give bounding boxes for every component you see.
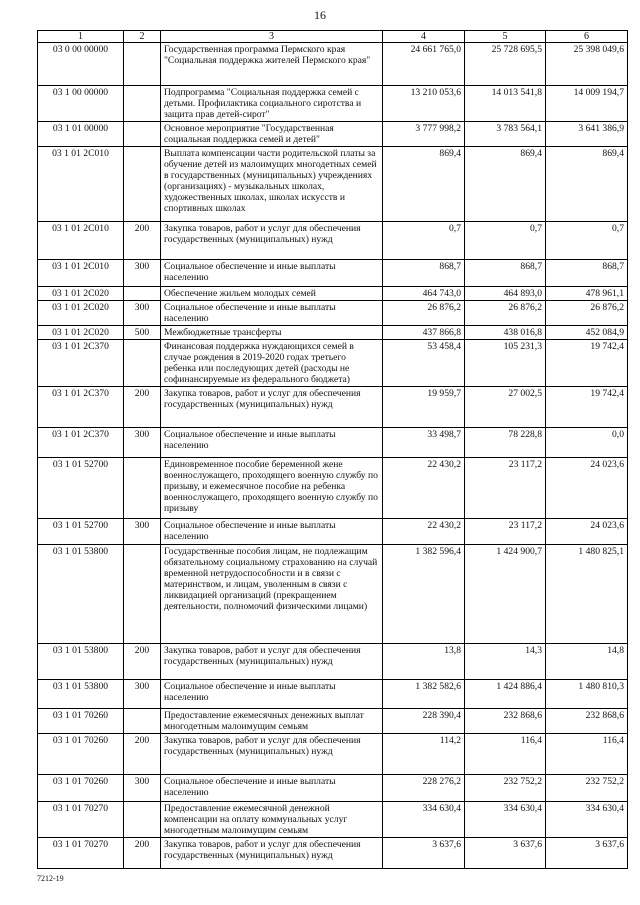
expense-type-cell: 200 (124, 222, 161, 260)
table-row (38, 458, 628, 519)
amount-col4-cell: 3 637,6 (383, 838, 465, 869)
expense-type-cell: 300 (124, 519, 161, 545)
expense-type-cell: 300 (124, 260, 161, 287)
target-code-cell: 03 1 01 70260 (38, 734, 124, 775)
amount-col4-cell: 22 430,2 (383, 519, 465, 545)
target-code-cell: 03 1 01 2С010 (38, 222, 124, 260)
amount-col5-cell: 0,7 (465, 222, 546, 260)
amount-col5-cell: 438 016,8 (465, 326, 546, 340)
amount-col4-cell: 13 210 053,6 (383, 86, 465, 122)
target-code-cell: 03 1 01 70270 (38, 838, 124, 869)
amount-col4-cell: 334 630,4 (383, 802, 465, 838)
table-row (38, 838, 628, 869)
amount-col4-cell: 1 382 582,6 (383, 680, 465, 709)
target-code-cell: 03 1 01 2С020 (38, 301, 124, 326)
amount-col5-cell: 14 013 541,8 (465, 86, 546, 122)
amount-col5-cell: 232 868,6 (465, 709, 546, 734)
table-header-row (38, 31, 628, 43)
amount-col6-cell: 0,0 (546, 428, 628, 458)
amount-col6-cell: 1 480 825,1 (546, 545, 628, 644)
expense-type-cell: 300 (124, 775, 161, 802)
item-name-cell: Социальное обеспечение и иные выплаты населению (161, 428, 383, 458)
amount-col6-cell: 232 752,2 (546, 775, 628, 802)
item-name-cell: Социальное обеспечение и иные выплаты населению (161, 775, 383, 802)
column-header: 2 (124, 31, 161, 43)
amount-col5-cell: 232 752,2 (465, 775, 546, 802)
expense-type-cell (124, 122, 161, 147)
column-header: 4 (383, 31, 465, 43)
target-code-cell: 03 1 01 2С370 (38, 387, 124, 428)
expense-type-cell: 200 (124, 644, 161, 680)
amount-col6-cell: 869,4 (546, 147, 628, 222)
item-name-cell: Выплата компенсации части родительской платы за обучение детей из малоимущих многодетных семей в государственных (муниципальных) учреждениях (организациях) - музыкальных школах, художественных школах, школах искусств и спортивных школах (161, 147, 383, 222)
amount-col6-cell: 25 398 049,6 (546, 43, 628, 86)
amount-col5-cell: 3 637,6 (465, 838, 546, 869)
expense-type-cell (124, 86, 161, 122)
amount-col4-cell: 53 458,4 (383, 340, 465, 387)
item-name-cell: Социальное обеспечение и иные выплаты населению (161, 519, 383, 545)
amount-col6-cell: 0,7 (546, 222, 628, 260)
budget-table (37, 30, 628, 869)
item-name-cell: Основное мероприятие "Государственная социальная поддержка семей и детей" (161, 122, 383, 147)
amount-col4-cell: 464 743,0 (383, 287, 465, 301)
amount-col5-cell: 23 117,2 (465, 458, 546, 519)
amount-col4-cell: 868,7 (383, 260, 465, 287)
item-name-cell: Закупка товаров, работ и услуг для обеспечения государственных (муниципальных) нужд (161, 644, 383, 680)
table-row (38, 734, 628, 775)
item-name-cell: Закупка товаров, работ и услуг для обеспечения государственных (муниципальных) нужд (161, 734, 383, 775)
expense-type-cell (124, 458, 161, 519)
column-header: 5 (465, 31, 546, 43)
expense-type-cell: 500 (124, 326, 161, 340)
table-row (38, 644, 628, 680)
amount-col4-cell: 0,7 (383, 222, 465, 260)
amount-col6-cell: 24 023,6 (546, 458, 628, 519)
item-name-cell: Межбюджетные трансферты (161, 326, 383, 340)
amount-col6-cell: 1 480 810,3 (546, 680, 628, 709)
table-row (38, 222, 628, 260)
table-row (38, 340, 628, 387)
amount-col4-cell: 26 876,2 (383, 301, 465, 326)
item-name-cell: Государственная программа Пермского края "Социальная поддержка жителей Пермского края" (161, 43, 383, 86)
table-row (38, 287, 628, 301)
item-name-cell: Подпрограмма "Социальная поддержка семей с детьми. Профилактика социального сиротства и защита прав детей-сирот" (161, 86, 383, 122)
amount-col5-cell: 23 117,2 (465, 519, 546, 545)
amount-col5-cell: 334 630,4 (465, 802, 546, 838)
target-code-cell: 03 1 01 70260 (38, 775, 124, 802)
expense-type-cell: 300 (124, 680, 161, 709)
target-code-cell: 03 1 01 2С020 (38, 287, 124, 301)
amount-col4-cell: 437 866,8 (383, 326, 465, 340)
table-row (38, 387, 628, 428)
target-code-cell: 03 1 01 52700 (38, 519, 124, 545)
table-row (38, 301, 628, 326)
item-name-cell: Обеспечение жильем молодых семей (161, 287, 383, 301)
expense-type-cell (124, 340, 161, 387)
target-code-cell: 03 1 01 2С010 (38, 260, 124, 287)
amount-col4-cell: 22 430,2 (383, 458, 465, 519)
target-code-cell: 03 1 01 52700 (38, 458, 124, 519)
document-code: 7212-19 (37, 874, 64, 883)
amount-col6-cell: 478 961,1 (546, 287, 628, 301)
amount-col6-cell: 19 742,4 (546, 340, 628, 387)
table-row (38, 680, 628, 709)
target-code-cell: 03 1 01 53800 (38, 644, 124, 680)
column-header: 1 (38, 31, 124, 43)
target-code-cell: 03 1 01 2С010 (38, 147, 124, 222)
expense-type-cell (124, 802, 161, 838)
amount-col4-cell: 13,8 (383, 644, 465, 680)
amount-col5-cell: 868,7 (465, 260, 546, 287)
amount-col6-cell: 14,8 (546, 644, 628, 680)
item-name-cell: Закупка товаров, работ и услуг для обеспечения государственных (муниципальных) нужд (161, 387, 383, 428)
amount-col5-cell: 464 893,0 (465, 287, 546, 301)
amount-col5-cell: 105 231,3 (465, 340, 546, 387)
amount-col4-cell: 24 661 765,0 (383, 43, 465, 86)
table-row (38, 709, 628, 734)
target-code-cell: 03 1 01 2С370 (38, 340, 124, 387)
table-row (38, 147, 628, 222)
amount-col5-cell: 116,4 (465, 734, 546, 775)
amount-col6-cell: 334 630,4 (546, 802, 628, 838)
amount-col5-cell: 25 728 695,5 (465, 43, 546, 86)
table-row (38, 86, 628, 122)
target-code-cell: 03 1 01 00000 (38, 122, 124, 147)
amount-col6-cell: 868,7 (546, 260, 628, 287)
item-name-cell: Государственные пособия лицам, не подлежащим обязательному социальному страхованию на случай временной нетрудоспособности и в связи с материнством, и лицам, уволенным в связи с ликвидацией организаций (прекращением деятельности, полномочий физическими лицами) (161, 545, 383, 644)
expense-type-cell: 200 (124, 734, 161, 775)
amount-col4-cell: 228 276,2 (383, 775, 465, 802)
amount-col4-cell: 869,4 (383, 147, 465, 222)
item-name-cell: Социальное обеспечение и иные выплаты населению (161, 680, 383, 709)
expense-type-cell (124, 709, 161, 734)
amount-col6-cell: 232 868,6 (546, 709, 628, 734)
expense-type-cell: 200 (124, 387, 161, 428)
amount-col4-cell: 3 777 998,2 (383, 122, 465, 147)
amount-col4-cell: 114,2 (383, 734, 465, 775)
table-row (38, 428, 628, 458)
item-name-cell: Предоставление ежемесячной денежной компенсации на оплату коммунальных услуг многодетным малоимущим семьям (161, 802, 383, 838)
amount-col6-cell: 24 023,6 (546, 519, 628, 545)
amount-col6-cell: 19 742,4 (546, 387, 628, 428)
amount-col6-cell: 26 876,2 (546, 301, 628, 326)
amount-col5-cell: 78 228,8 (465, 428, 546, 458)
amount-col4-cell: 1 382 596,4 (383, 545, 465, 644)
table-row (38, 260, 628, 287)
amount-col4-cell: 228 390,4 (383, 709, 465, 734)
column-header: 6 (546, 31, 628, 43)
target-code-cell: 03 0 00 00000 (38, 43, 124, 86)
item-name-cell: Финансовая поддержка нуждающихся семей в случае рождения в 2019-2020 годах третьего ребенка или последующих детей (расходы не софинансируемые из федерального бюджета) (161, 340, 383, 387)
target-code-cell: 03 1 01 70270 (38, 802, 124, 838)
amount-col6-cell: 116,4 (546, 734, 628, 775)
target-code-cell: 03 1 00 00000 (38, 86, 124, 122)
expense-type-cell (124, 545, 161, 644)
table-row (38, 122, 628, 147)
table-row (38, 519, 628, 545)
expense-type-cell (124, 287, 161, 301)
table-row (38, 545, 628, 644)
expense-type-cell: 300 (124, 428, 161, 458)
target-code-cell: 03 1 01 2С020 (38, 326, 124, 340)
expense-type-cell: 300 (124, 301, 161, 326)
target-code-cell: 03 1 01 53800 (38, 545, 124, 644)
target-code-cell: 03 1 01 53800 (38, 680, 124, 709)
amount-col5-cell: 1 424 886,4 (465, 680, 546, 709)
amount-col6-cell: 3 637,6 (546, 838, 628, 869)
amount-col5-cell: 26 876,2 (465, 301, 546, 326)
amount-col4-cell: 19 959,7 (383, 387, 465, 428)
item-name-cell: Социальное обеспечение и иные выплаты населению (161, 260, 383, 287)
amount-col5-cell: 27 002,5 (465, 387, 546, 428)
table-row (38, 775, 628, 802)
target-code-cell: 03 1 01 2С370 (38, 428, 124, 458)
amount-col6-cell: 14 009 194,7 (546, 86, 628, 122)
amount-col5-cell: 869,4 (465, 147, 546, 222)
expense-type-cell: 200 (124, 838, 161, 869)
expense-type-cell (124, 147, 161, 222)
page-number: 16 (314, 8, 326, 22)
amount-col4-cell: 33 498,7 (383, 428, 465, 458)
amount-col6-cell: 3 641 386,9 (546, 122, 628, 147)
amount-col5-cell: 1 424 900,7 (465, 545, 546, 644)
amount-col6-cell: 452 084,9 (546, 326, 628, 340)
amount-col5-cell: 3 783 564,1 (465, 122, 546, 147)
table-row (38, 802, 628, 838)
item-name-cell: Предоставление ежемесячных денежных выплат многодетным малоимущим семьям (161, 709, 383, 734)
item-name-cell: Закупка товаров, работ и услуг для обеспечения государственных (муниципальных) нужд (161, 222, 383, 260)
table-row (38, 326, 628, 340)
item-name-cell: Социальное обеспечение и иные выплаты населению (161, 301, 383, 326)
item-name-cell: Закупка товаров, работ и услуг для обеспечения государственных (муниципальных) нужд (161, 838, 383, 869)
item-name-cell: Единовременное пособие беременной жене военнослужащего, проходящего военную службу по призыву, и ежемесячное пособие на ребенка военнослужащего, проходящего военную службу по призыву (161, 458, 383, 519)
expense-type-cell (124, 43, 161, 86)
column-header: 3 (161, 31, 383, 43)
target-code-cell: 03 1 01 70260 (38, 709, 124, 734)
table-row (38, 43, 628, 86)
amount-col5-cell: 14,3 (465, 644, 546, 680)
